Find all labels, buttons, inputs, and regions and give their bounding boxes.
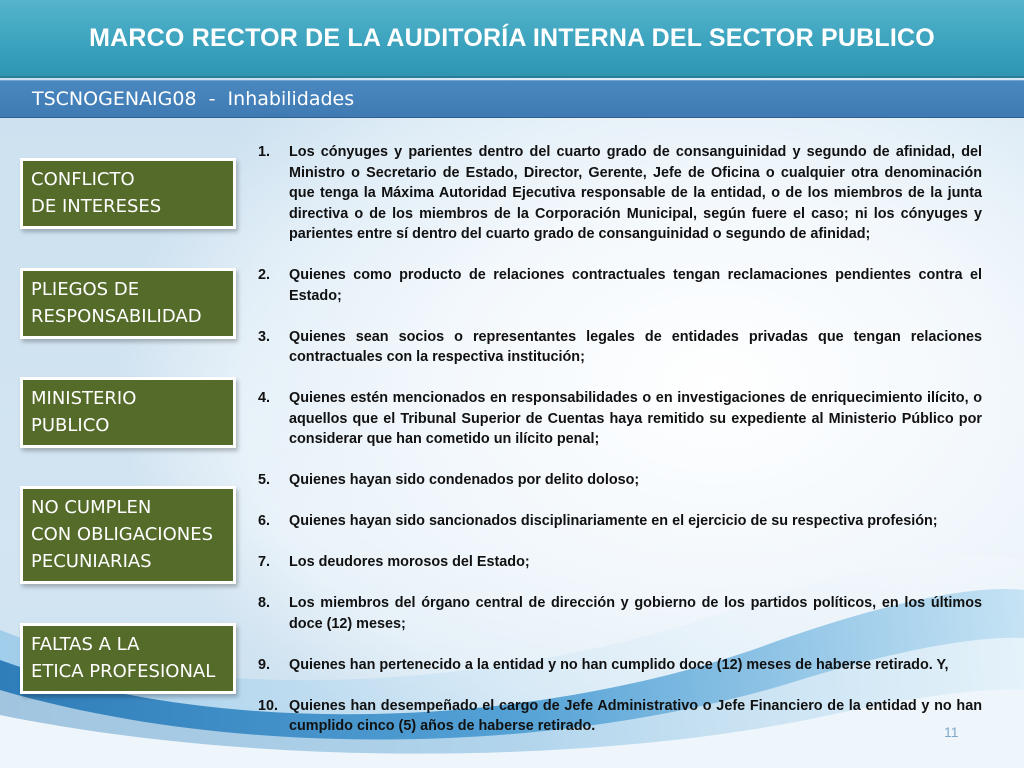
sidebar-box-label xyxy=(23,271,233,336)
list-item xyxy=(258,327,982,368)
sidebar-box-obligaciones xyxy=(20,486,236,584)
list-item-number: 9. xyxy=(258,656,271,673)
list-item xyxy=(258,655,982,676)
sidebar-box-line: RESPONSABILIDAD xyxy=(31,306,202,327)
list-item-text: Quienes hayan sido sancionados disciplinariamente en el ejercicio de su respectiva profesión; xyxy=(289,513,938,529)
sidebar-box-line: CONFLICTO xyxy=(31,169,135,190)
page-number: 11 xyxy=(944,724,959,740)
list-item-number: 10. xyxy=(258,697,279,714)
list-item xyxy=(258,593,982,634)
list-item-text: Quienes han desempeñado el cargo de Jefe Administrativo o Jefe Financiero de la entidad y no han cumplido cinco (5) años de haberse retirado. xyxy=(289,697,982,734)
list-item xyxy=(258,142,982,245)
sidebar-box-line: DE INTERESES xyxy=(31,196,162,217)
list-item-text: Quienes como producto de relaciones contractuales tengan reclamaciones pendientes contra el Estado; xyxy=(289,267,982,304)
list-item-text: Quienes estén mencionados en responsabilidades o en investigaciones de enriquecimiento ilícito, o aquellos que el Tribunal Superior de Cuentas haya remitido su expediente al Ministerio Público por considerar que han cometido un ilícito penal; xyxy=(289,390,982,447)
list-item-number: 3. xyxy=(258,328,271,345)
list-item-number: 6. xyxy=(258,513,271,529)
title-bar xyxy=(0,0,1024,78)
sidebar-box-line: ETICA PROFESIONAL xyxy=(31,661,216,682)
list-item-number: 1. xyxy=(258,144,271,160)
slide-subtitle: TSCNOGENAIG08 - Inhabilidades xyxy=(32,88,355,110)
list-item xyxy=(258,470,982,491)
list-item-text: Quienes hayan sido condenados por delito doloso; xyxy=(289,472,640,488)
sidebar-box-conflicto xyxy=(20,158,236,229)
sidebar-box-label xyxy=(23,380,233,445)
list-item-number: 2. xyxy=(258,267,271,283)
slide-title: MARCO RECTOR DE LA AUDITORÍA INTERNA DEL SECTOR PUBLICO xyxy=(89,23,935,52)
list-item-number: 4. xyxy=(258,390,271,406)
sidebar-box-line: MINISTERIO xyxy=(31,388,137,409)
list-item xyxy=(258,696,982,737)
sidebar-box-label xyxy=(23,626,233,691)
sidebar-box-line: PLIEGOS DE xyxy=(31,279,140,300)
subtitle-bar xyxy=(0,80,1024,118)
list-item-number: 8. xyxy=(258,595,271,611)
sidebar-box-label xyxy=(23,489,233,581)
sidebar-box-line: FALTAS A LA xyxy=(31,634,140,655)
list-item xyxy=(258,552,982,573)
sidebar-box-etica xyxy=(20,623,236,694)
list-item xyxy=(258,511,982,532)
list-item-number: 7. xyxy=(258,554,271,570)
list-item xyxy=(258,265,982,306)
sidebar-box-ministerio xyxy=(20,377,236,448)
sidebar-box-line: PUBLICO xyxy=(31,415,110,436)
list-item xyxy=(258,388,982,450)
list-item-text: Quienes han pertenecido a la entidad y no han cumplido doce (12) meses de haberse retirado. Y, xyxy=(289,656,949,673)
inhabilidades-list xyxy=(258,142,982,737)
sidebar-box-line: PECUNIARIAS xyxy=(31,551,152,572)
sidebar-box-label xyxy=(23,161,233,226)
list-item-text: Los cónyuges y parientes dentro del cuarto grado de consanguinidad y segundo de afinidad, del Ministro o Secretario de Estado, Director, Gerente, Jefe de Oficina o cualquier otra denominación que tenga la Máxima Autoridad Ejecutiva responsable de la entidad, o de los miembros de la junta directiva o de los miembros de la Corporación Municipal, según fuere el caso; ni los cónyuges y parientes entre sí dentro del cuarto grado de consanguinidad o segundo de afinidad; xyxy=(289,144,982,242)
sidebar-box-line: NO CUMPLEN xyxy=(31,497,152,518)
list-item-text: Los deudores morosos del Estado; xyxy=(289,554,530,570)
list-item-number: 5. xyxy=(258,472,271,488)
sidebar-box-pliegos xyxy=(20,268,236,339)
sidebar-box-line: CON OBLIGACIONES xyxy=(31,524,214,545)
list-item-text: Los miembros del órgano central de dirección y gobierno de los partidos políticos, en los últimos doce (12) meses; xyxy=(289,595,982,632)
list-item-text: Quienes sean socios o representantes legales de entidades privadas que tengan relaciones contractuales con la respectiva institución; xyxy=(289,328,982,365)
